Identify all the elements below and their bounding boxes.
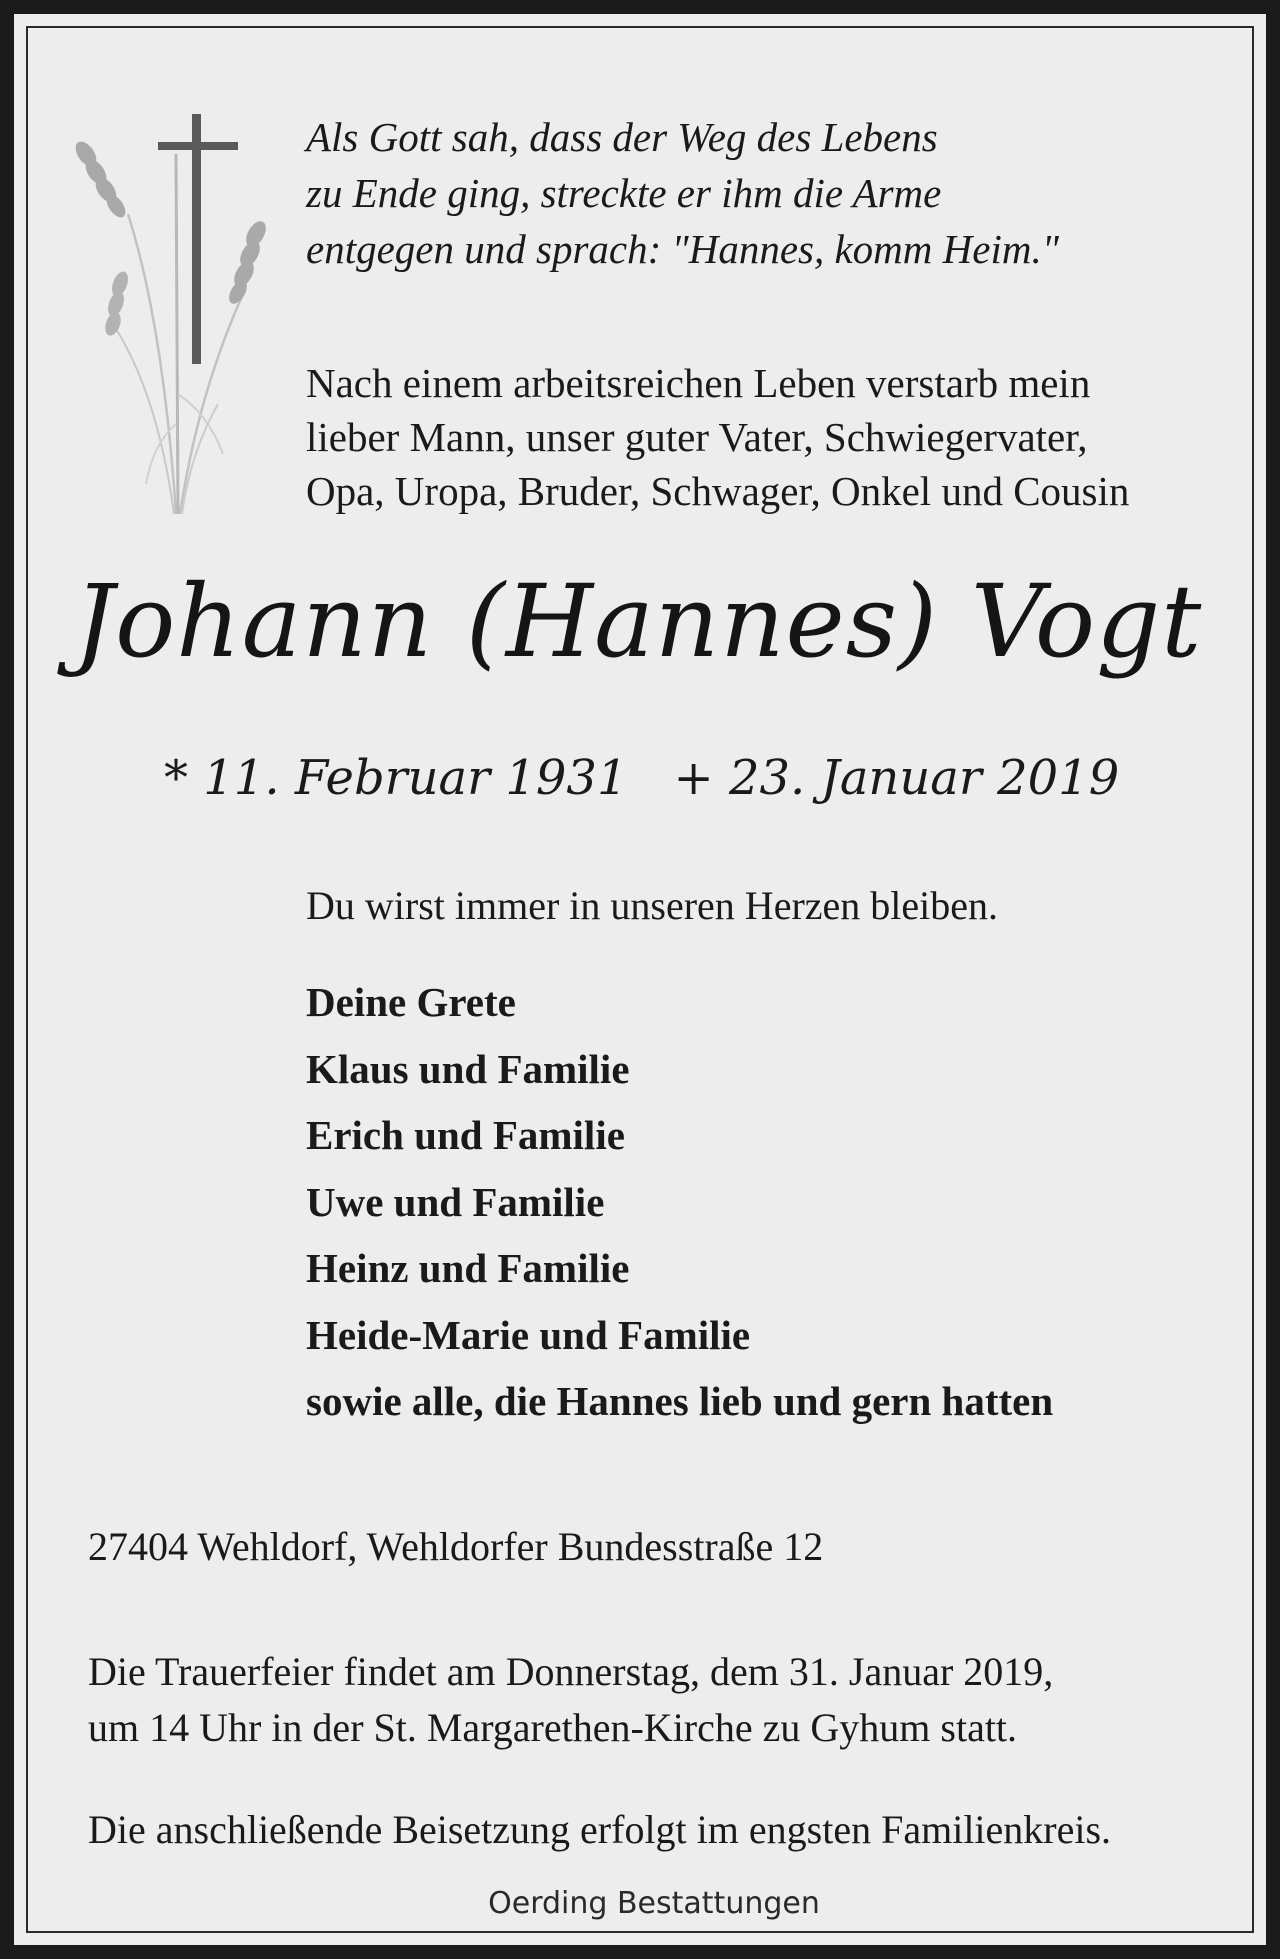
quote-line: zu Ende ging, streckte er ihm die Arme: [306, 170, 942, 216]
intro-text: [306, 356, 1246, 518]
quote: [306, 109, 1246, 277]
mourner: sowie alle, die Hannes lieb und gern hatten: [306, 1378, 1054, 1424]
service-line: Die Trauerfeier findet am Donnerstag, dem 31. Januar 2019,: [88, 1649, 1054, 1694]
quote-line: entgegen und sprach: "Hannes, komm Heim.": [306, 226, 1059, 272]
mourners-list: [306, 969, 1053, 1435]
remembrance-line: Du wirst immer in unseren Herzen bleiben.: [306, 883, 999, 928]
cross-with-wheat-icon: [58, 94, 288, 534]
address: 27404 Wehldorf, Wehldorfer Bundesstraße 12: [88, 1524, 824, 1569]
mourner: Klaus und Familie: [306, 1045, 630, 1092]
birth-date: * 11. Februar 1931: [164, 750, 628, 806]
funeral-service-info: [88, 1644, 1053, 1756]
mourner: Erich und Familie: [306, 1112, 625, 1158]
mourner: Heide-Marie und Familie: [306, 1311, 751, 1358]
mourner: Deine Grete: [306, 979, 516, 1025]
service-line: um 14 Uhr in der St. Margarethen-Kirche zu Gyhum statt.: [88, 1705, 1018, 1750]
intro-line: Opa, Uropa, Bruder, Schwager, Onkel und Cousin: [306, 468, 1130, 514]
undertaker-name: Oerding Bestattungen: [488, 1886, 820, 1921]
death-date: + 23. Januar 2019: [673, 750, 1120, 806]
mourner: Uwe und Familie: [306, 1178, 605, 1225]
deceased-name: Johann (Hannes) Vogt: [74, 563, 1203, 680]
mourner: Heinz und Familie: [306, 1245, 630, 1291]
intro-line: lieber Mann, unser guter Vater, Schwiegervater,: [306, 414, 1088, 460]
burial-info: Die anschließende Beisetzung erfolgt im engsten Familienkreis.: [88, 1807, 1112, 1852]
intro-line: Nach einem arbeitsreichen Leben verstarb mein: [306, 360, 1091, 406]
quote-line: Als Gott sah, dass der Weg des Lebens: [306, 114, 938, 160]
life-dates: [164, 746, 1119, 810]
